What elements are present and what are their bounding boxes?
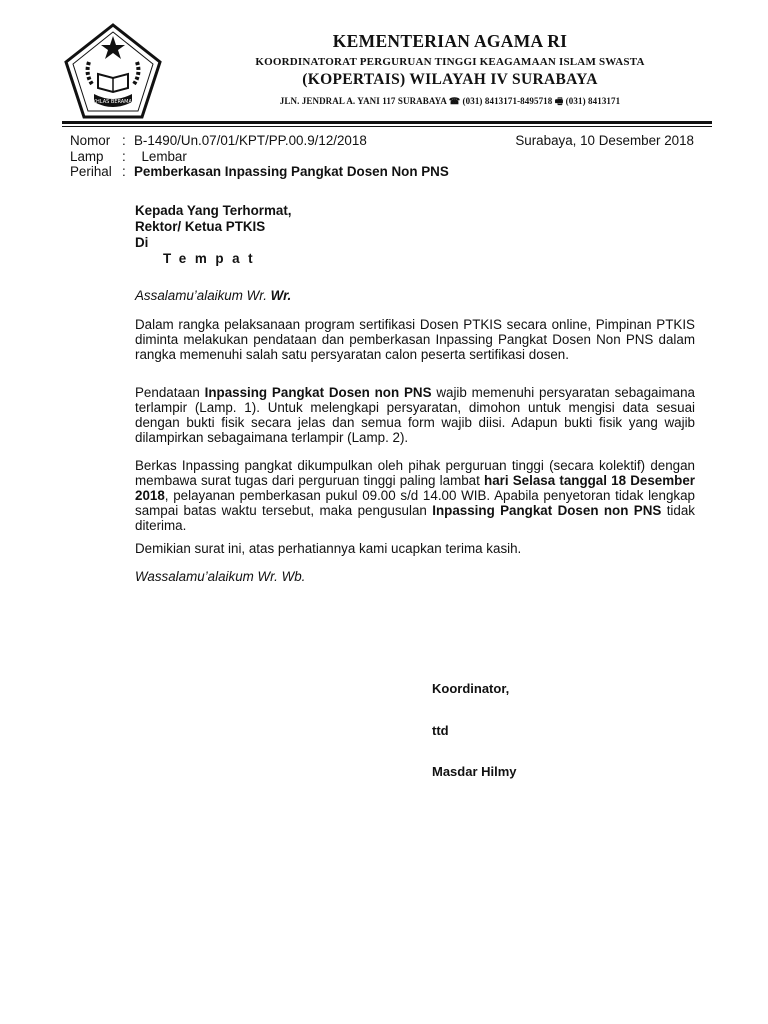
- region-name: (KOPERTAIS) WILAYAH IV SURABAYA: [302, 71, 598, 88]
- p3-deadline: hari Selasa tanggal 18 Desember 2018: [135, 473, 695, 503]
- letter-meta: [70, 133, 710, 180]
- letter-date: Surabaya, 10 Desember 2018: [515, 133, 694, 148]
- logo-motto: IKHLAS BERAMAL: [91, 99, 135, 105]
- closing-salutation: Wassalamu’alaikum Wr. Wb.: [135, 569, 306, 584]
- lamp-value: Lembar: [134, 148, 187, 164]
- coordinatorate-name: KOORDINATORAT PERGURUAN TINGGI KEAGAMAAN ISLAM SWASTA: [255, 56, 645, 68]
- perihal-row: [70, 164, 710, 180]
- perihal-value: Pemberkasan Inpassing Pangkat Dosen Non PNS: [134, 164, 449, 179]
- salutation-wr: Wr.: [270, 288, 292, 303]
- signature-ttd: ttd: [432, 723, 449, 738]
- recipient-di: Di: [135, 235, 149, 250]
- office-address: JLN. JENDRAL A. YANI 117 SURABAYA ☎ (031) 8413171-8495718 🖷 (031) 8413171: [279, 96, 621, 106]
- recipient-title: Rektor/ Ketua PTKIS: [135, 219, 266, 234]
- perihal-label: Perihal: [70, 164, 112, 179]
- letterhead: [0, 0, 768, 130]
- paragraph-4: Demikian surat ini, atas perhatiannya kami ucapkan terima kasih.: [135, 541, 522, 556]
- nomor-value: B-1490/Un.07/01/KPT/PP.00.9/12/2018: [134, 133, 367, 148]
- nomor-label: Nomor: [70, 133, 111, 148]
- recipient-place: Tempat: [163, 251, 262, 266]
- recipient-greeting: Kepada Yang Terhormat,: [135, 203, 292, 218]
- ministry-name: KEMENTERIAN AGAMA RI: [332, 31, 568, 51]
- p2-text: Pendataan: [135, 385, 205, 400]
- paragraph-3: [135, 458, 695, 533]
- kemenag-emblem-icon: [62, 22, 164, 120]
- opening-salutation: [135, 288, 695, 303]
- p3-emphasis: Inpassing Pangkat Dosen non PNS: [432, 503, 662, 518]
- p3-text: Berkas Inpassing pangkat dikumpulkan oleh pihak perguruan tinggi (secara kolektif) dengan membawa surat tugas dari perguruan tinggi paling lambat: [135, 458, 695, 488]
- letterhead-rule: [62, 121, 712, 124]
- salutation-text: Assalamu’alaikum Wr.: [135, 288, 271, 303]
- separator: :: [122, 148, 126, 164]
- p2-emphasis: Inpassing Pangkat Dosen non PNS: [204, 385, 432, 400]
- separator: :: [122, 164, 126, 179]
- lamp-label: Lamp: [70, 148, 104, 164]
- p3-text: , pelayanan pemberkasan pukul 09.00 s/d 14.00 WIB. Apabila penyetoran tidak lengkap sampai batas waktu tersebut, maka pengusulan: [135, 488, 695, 518]
- signatory-title: Koordinator,: [432, 681, 510, 696]
- lamp-row: [70, 149, 710, 165]
- separator: :: [122, 133, 126, 148]
- paragraph-2: [135, 385, 695, 445]
- signatory-name: Masdar Hilmy: [432, 764, 517, 779]
- letterhead-text: [180, 30, 720, 107]
- letterhead-rule-thin: [62, 126, 712, 127]
- p3-text: tidak diterima.: [135, 503, 695, 533]
- p2-text: wajib memenuhi persyaratan sebagaimana terlampir (Lamp. 1). Untuk melengkapi persyaratan, dimohon untuk mengisi data sesuai dengan bukti fisik secara jelas dan semua form wajib diisi. Adapun bukti fisik yang wajib dilampirkan sebagaimana terlampir (Lamp. 2).: [135, 385, 695, 445]
- paragraph-1: Dalam rangka pelaksanaan program sertifikasi Dosen PTKIS secara online, Pimpinan PTKIS diminta melakukan pendataan dan pemberkasan Inpassing Pangkat Dosen Non PNS dalam rangka memenuhi salah satu persyaratan calon peserta sertifikasi dosen.: [135, 317, 695, 362]
- recipient-block: [135, 203, 292, 267]
